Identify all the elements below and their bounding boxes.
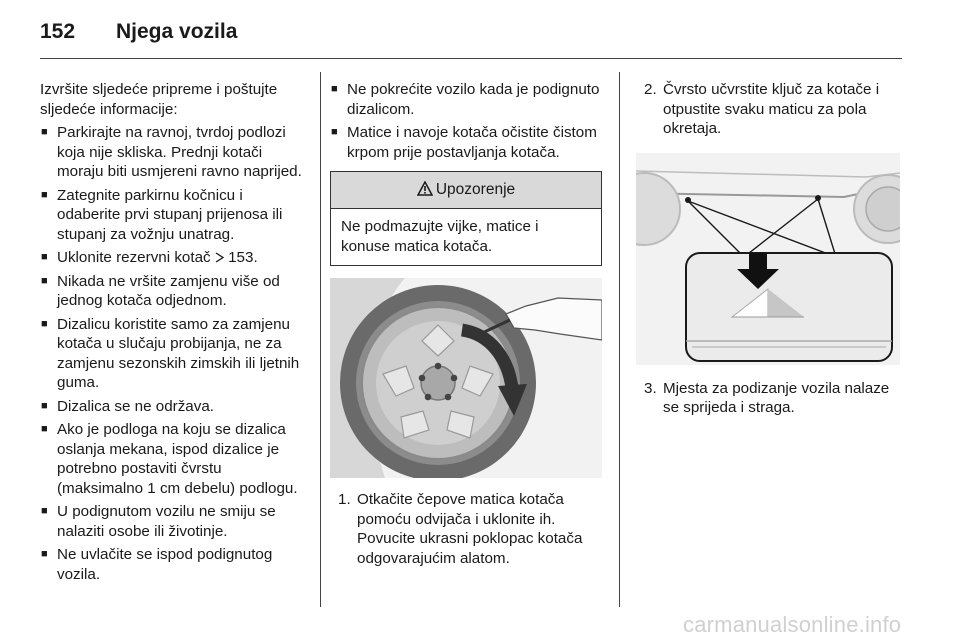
watermark: carmanualsonline.info [683,612,902,637]
column-divider [320,72,321,607]
step-text: Čvrsto učvrstite ključ za kotače i otpustite svaku maticu za pola okretaja. [663,81,880,137]
list-item: ■ Zategnite parkirnu kočnicu i odaberite prvi stupanj prijenosa ili stupanj za vožnju unatrag. [40,186,302,245]
list-item [40,248,302,268]
wheel-cover-removal-illustration [330,278,602,478]
column-3 [636,80,904,418]
list-item [636,80,904,139]
list-item: ■ Nikada ne vršite zamjenu više od jednog kotača odjednom. [40,272,302,311]
list-item: ■ Ne pokrećite vozilo kada je podignuto dizalicom. [330,80,602,119]
step-list [636,80,904,139]
warning-text: Ne podmazujte vijke, matice i konuse matica kotača. [341,218,539,255]
step-number: 1. [338,491,351,508]
list-item [636,379,904,418]
jacking-point-illustration [636,153,900,365]
bullet-list [40,123,302,584]
step-text: Otkačite čepove matica kotača pomoću odvijača i uklonite ih. Povucite ukrasni poklopac kotača odgovarajućim alatom. [357,491,583,567]
warning-header [331,172,601,209]
page-number: 152 [40,20,76,43]
reference-arrow-icon [215,252,224,263]
column-1 [40,80,302,584]
step-number: 2. [644,81,657,98]
column-divider [619,72,620,607]
list-item [330,490,602,568]
warning-title: Upozorenje [435,181,516,198]
list-item-text: Uklonite rezervni kotač [57,249,211,266]
list-item: ■ Matice i navoje kotača očistite čistom krpom prije postavljanja kotača. [330,123,602,162]
warning-triangle-icon [417,181,433,196]
page-title: Njega vozila [116,20,238,43]
bullet-list [330,80,602,162]
warning-box [330,171,602,266]
page-reference-link[interactable]: 153. [215,249,258,266]
intro-text: Izvršite sljedeće pripreme i poštujte sljedeće informacije: [40,81,278,118]
header-rule [40,58,902,59]
step-list [636,379,904,418]
step-list [330,490,602,568]
step-text: Mjesta za podizanje vozila nalaze se sprijeda i straga. [663,379,890,416]
list-item: ■ Parkirajte na ravnoj, tvrdoj podlozi koja nije skliska. Prednji kotači moraju biti usmjereni ravno naprijed. [40,123,302,182]
list-item: ■ Dizalica se ne održava. [40,397,302,417]
list-item: ■ U podignutom vozilu ne smiju se nalaziti osobe ili životinje. [40,502,302,541]
list-item: ■ Ako je podloga na koju se dizalica oslanja mekana, ispod dizalice je potrebno postaviti čvrstu (maksimalno 1 cm debelu) podlogu. [40,420,302,498]
step-number: 3. [644,379,657,397]
column-2 [330,80,602,568]
list-item: ■ Ne uvlačite se ispod podignutog vozila. [40,545,302,584]
list-item: ■ Dizalicu koristite samo za zamjenu kotača u slučaju probijanja, ne za zamjenu sezonskih zimskih ili ljetnih guma. [40,315,302,393]
